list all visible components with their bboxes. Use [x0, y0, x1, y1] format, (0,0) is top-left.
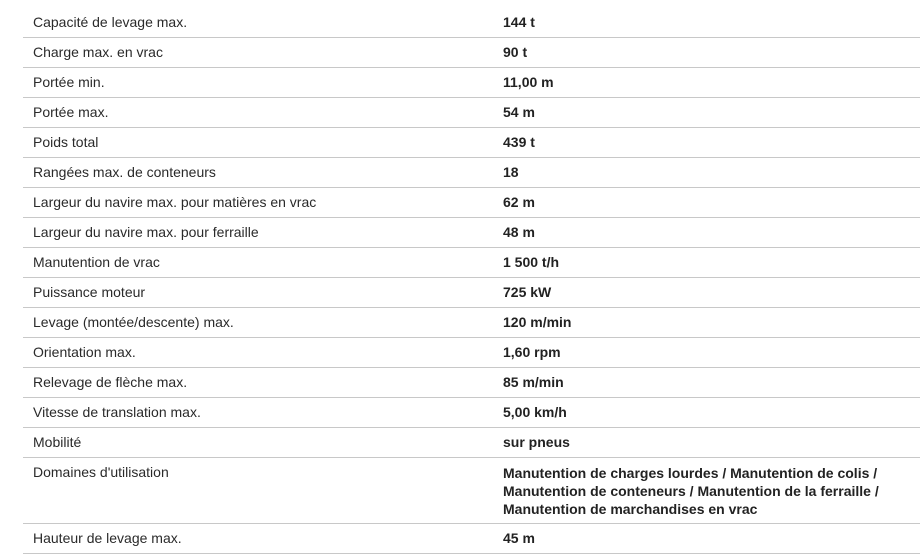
spec-value: 1,60 rpm	[503, 344, 561, 360]
spec-label: Charge max. en vrac	[33, 44, 163, 60]
spec-label: Rangées max. de conteneurs	[33, 164, 216, 180]
spec-row-orientation	[23, 338, 920, 368]
spec-value: 1 500 t/h	[503, 254, 560, 270]
spec-label: Vitesse de translation max.	[33, 404, 201, 420]
spec-label: Levage (montée/descente) max.	[33, 314, 234, 330]
spec-value: 439 t	[503, 134, 535, 150]
spec-value: sur pneus	[503, 434, 570, 450]
spec-row-levage	[23, 308, 920, 338]
spec-value: 90 t	[503, 44, 528, 60]
spec-value: 62 m	[503, 194, 535, 210]
spec-label: Orientation max.	[33, 344, 136, 360]
spec-label: Puissance moteur	[33, 284, 146, 300]
spec-row-rangees-conteneurs	[23, 158, 920, 188]
spec-row-largeur-navire-vrac	[23, 188, 920, 218]
spec-row-vitesse-translation	[23, 398, 920, 428]
spec-value	[503, 458, 920, 523]
spec-value: 54 m	[503, 104, 535, 120]
spec-row-domaines-utilisation	[23, 458, 920, 524]
spec-row-relevage-fleche	[23, 368, 920, 398]
spec-row-mobilite	[23, 428, 920, 458]
spec-row-hauteur-levage	[23, 524, 920, 554]
spec-row-poids-total	[23, 128, 920, 158]
spec-row-largeur-navire-ferraille	[23, 218, 920, 248]
spec-label: Mobilité	[33, 434, 82, 450]
spec-row-portee-max	[23, 98, 920, 128]
spec-value: 45 m	[503, 530, 535, 546]
spec-row-puissance-moteur	[23, 278, 920, 308]
spec-value: 5,00 km/h	[503, 404, 567, 420]
spec-value-line: Manutention de conteneurs / Manutention de la ferraille /	[503, 483, 879, 499]
spec-label: Capacité de levage max.	[33, 14, 188, 30]
spec-label: Relevage de flèche max.	[33, 374, 188, 390]
spec-label: Largeur du navire max. pour ferraille	[33, 224, 259, 240]
spec-value: 48 m	[503, 224, 535, 240]
spec-value: 85 m/min	[503, 374, 564, 390]
spec-label: Portée max.	[33, 104, 109, 120]
spec-label: Manutention de vrac	[33, 254, 160, 270]
spec-label: Hauteur de levage max.	[33, 530, 182, 546]
spec-row-portee-min	[23, 68, 920, 98]
spec-value: 18	[503, 164, 519, 180]
spec-label: Poids total	[33, 134, 99, 150]
spec-value: 11,00 m	[503, 74, 554, 90]
spec-row-capacite-levage	[23, 8, 920, 38]
spec-row-charge-vrac	[23, 38, 920, 68]
spec-table	[23, 8, 920, 554]
spec-label: Portée min.	[33, 74, 105, 90]
spec-value-line: Manutention de marchandises en vrac	[503, 501, 758, 517]
spec-label: Domaines d'utilisation	[33, 464, 169, 480]
spec-label: Largeur du navire max. pour matières en vrac	[33, 194, 317, 210]
spec-value: 725 kW	[503, 284, 552, 300]
spec-row-manutention-vrac	[23, 248, 920, 278]
spec-value: 120 m/min	[503, 314, 572, 330]
spec-value-line: Manutention de charges lourdes / Manutention de colis /	[503, 465, 878, 481]
spec-value: 144 t	[503, 14, 535, 30]
